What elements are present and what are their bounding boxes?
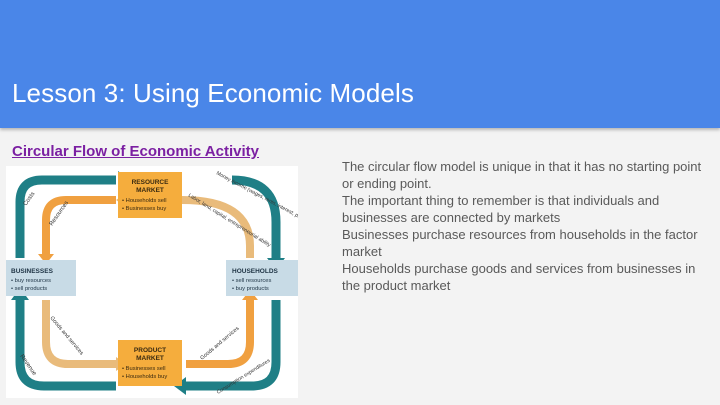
outer-money-loop — [20, 180, 116, 258]
inner-real-loop — [46, 200, 116, 258]
label-goods-services-right: Goods and services — [199, 325, 241, 362]
label-costs: Costs — [22, 191, 37, 208]
title-bar — [0, 0, 720, 128]
body-text — [342, 158, 714, 294]
circular-flow-svg — [6, 166, 298, 398]
svg-text:HOUSEHOLDS: HOUSEHOLDS — [232, 268, 278, 275]
svg-text:BUSINESSES: BUSINESSES — [11, 268, 53, 275]
label-revenue: Revenue — [18, 353, 38, 377]
paragraph-2: The important thing to remember is that individuals and businesses are connected by markets — [342, 193, 660, 225]
svg-text:• Households sell: • Households sell — [122, 198, 167, 204]
label-goods-services-left: Goods and services — [48, 315, 85, 357]
svg-text:PRODUCT: PRODUCT — [133, 347, 167, 354]
label-resources: Resources — [48, 200, 71, 228]
product-market-box — [118, 340, 182, 386]
svg-text:• buy products: • buy products — [232, 286, 269, 292]
paragraph-1: The circular flow model is unique in that it has no starting point or ending point. — [342, 159, 702, 191]
circular-flow-diagram — [6, 166, 298, 398]
circular-flow-link[interactable]: Circular Flow of Economic Activity — [12, 143, 259, 160]
households-box — [226, 260, 298, 296]
paragraph-4: Households purchase goods and services from businesses in the product market — [342, 261, 696, 293]
svg-text:MARKET: MARKET — [136, 187, 164, 194]
slide-title: Lesson 3: Using Economic Models — [12, 78, 414, 108]
businesses-box — [6, 260, 76, 296]
svg-text:MARKET: MARKET — [136, 355, 164, 362]
paragraph-3: Businesses purchase resources from households in the factor market — [342, 227, 698, 259]
label-labor-land: Labor, land, capital, entrepreneurial ability — [186, 192, 272, 249]
svg-text:• sell resources: • sell resources — [232, 278, 272, 284]
label-money-income: Money income (wages, rents, interest, profits) — [215, 170, 298, 226]
svg-text:RESOURCE: RESOURCE — [131, 179, 169, 186]
label-consumption: Consumption expenditures — [215, 357, 272, 396]
svg-text:• buy resources: • buy resources — [11, 278, 52, 284]
resource-market-box — [118, 172, 182, 218]
svg-text:• Businesses buy: • Businesses buy — [122, 206, 167, 212]
svg-text:• sell products: • sell products — [11, 286, 48, 292]
svg-text:• Businesses sell: • Businesses sell — [122, 366, 166, 372]
svg-text:• Households buy: • Households buy — [122, 374, 168, 380]
